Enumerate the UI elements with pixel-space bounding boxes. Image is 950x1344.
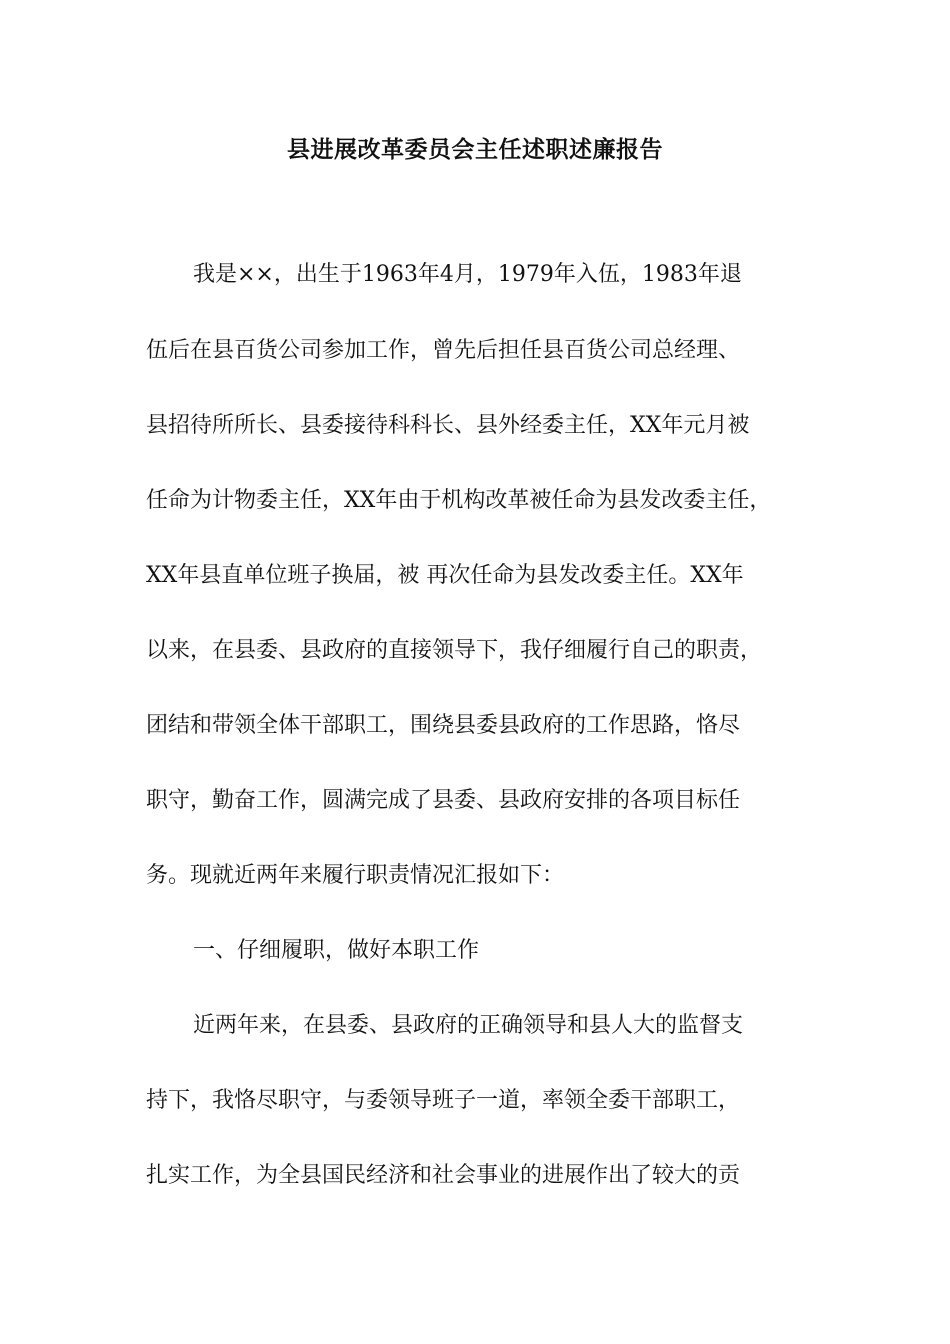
paragraph-line: XX年县直单位班子换届，被 再次任命为县发改委主任。XX年 (146, 563, 744, 588)
paragraph-line: 团结和带领全体干部职工，围绕县委县政府的工作思路，恪尽 (146, 713, 741, 738)
paragraph-line: 任命为计物委主任，XX年由于机构改革被任命为县发改委主任， (146, 488, 772, 513)
paragraph-line: 近两年来，在县委、县政府的正确领导和县人大的监督支 (193, 1013, 744, 1038)
paragraph-line: 县招待所所长、县委接待科科长、县外经委主任，XX年元月被 (146, 413, 750, 438)
document-title: 县进展改革委员会主任述职述廉报告 (287, 136, 663, 163)
paragraph-line: 持下，我恪尽职守，与委领导班子一道，率领全委干部职工， (146, 1088, 741, 1113)
paragraph-line: 以来，在县委、县政府的直接领导下，我仔细履行自己的职责， (146, 638, 763, 663)
section-heading: 一、仔细履职，做好本职工作 (193, 938, 480, 963)
paragraph-line: 务。现就近两年来履行职责情况汇报如下： (146, 863, 565, 888)
paragraph-line: 扎实工作，为全县国民经济和社会事业的进展作出了较大的贡 (146, 1163, 741, 1188)
paragraph-line: 我是××，出生于1963年4月，1979年入伍，1983年退 (193, 262, 742, 287)
paragraph-line: 伍后在县百货公司参加工作，曾先后担任县百货公司总经理、 (146, 338, 741, 363)
paragraph-line: 职守，勤奋工作，圆满完成了县委、县政府安排的各项目标任 (146, 788, 741, 813)
